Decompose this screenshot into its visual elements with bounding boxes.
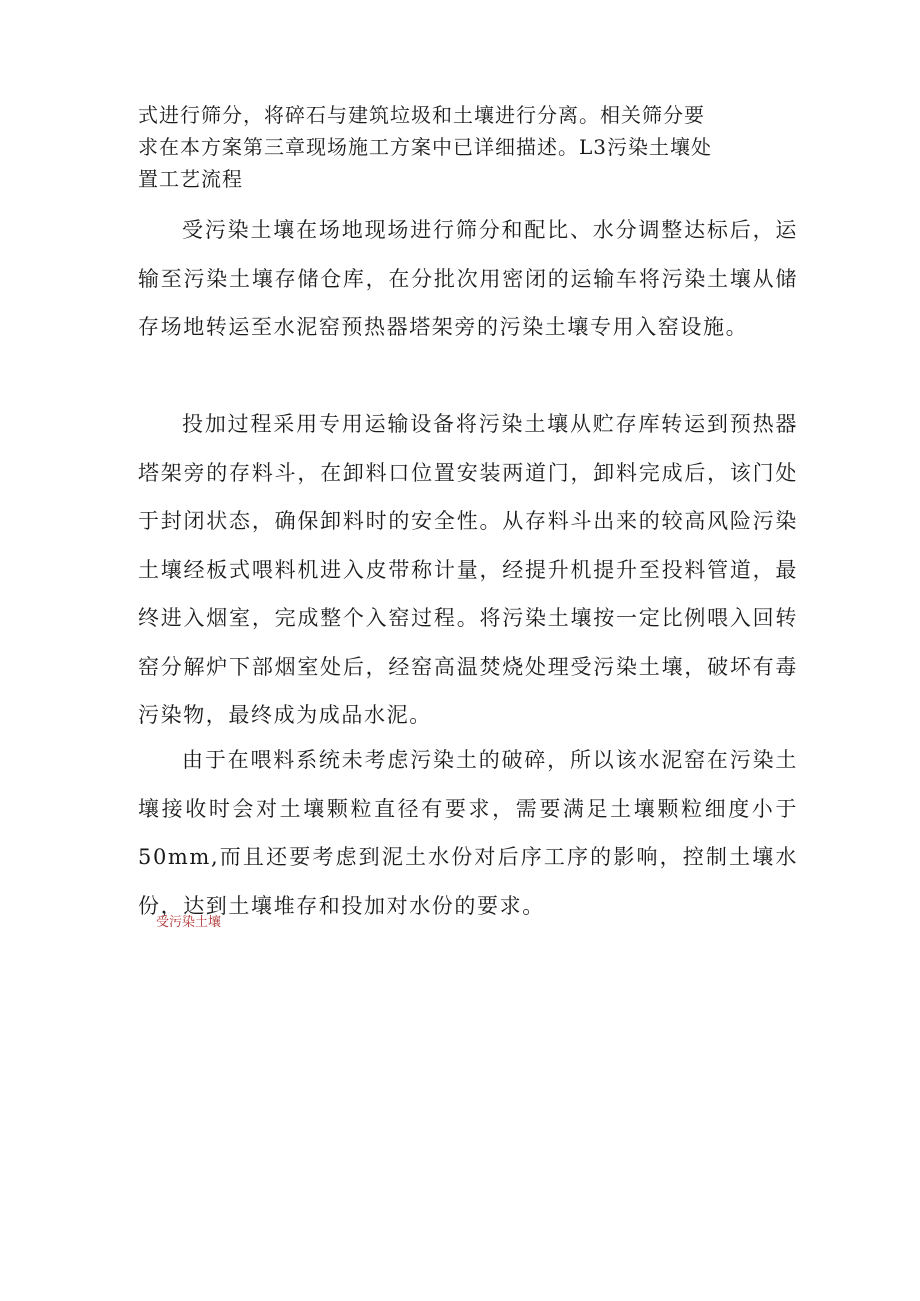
intro-line-2: 求在本方案第三章现场施工方案中已详细描述。L3污染土壤处 [138,135,713,159]
paragraph-particle-requirements: 由于在喂料系统未考虑污染土的破碎，所以该水泥窑在污染土壤接收时会对土壤颗粒直径有要求，需要满足土壤颗粒细度小于50mm,而且还要考虑到泥土水份对后序工序的影响，控制土壤水份，达到土壤堆存和投加对水份的要求。 [138,748,798,918]
intro-line-1: 式进行筛分，将碎石与建筑垃圾和土壤进行分离。相关筛分要 [138,103,705,127]
paragraph-feeding-process: 投加过程采用专用运输设备将污染土壤从贮存库转运到预热器塔架旁的存料斗，在卸料口位置安装两道门，卸料完成后，该门处于封闭状态，确保卸料时的安全性。从存料斗出来的较高风险污染土壤经板式喂料机进入皮带称计量，经提升机提升至投料管道，最终进入烟室，完成整个入窑过程。将污染土壤按一定比例喂入回转窑分解炉下部烟室处后，经窑高温焚烧处理受污染土壤，破坏有毒污染物，最终成为成品水泥。 [138,412,798,727]
figure-caption: 受污染土壤 [156,915,222,930]
paragraph-transport: 受污染土壤在场地现场进行筛分和配比、水分调整达标后，运输至污染土壤存储仓库，在分批次用密闭的运输车将污染土壤从储存场地转运至水泥窑预热器塔架旁的污染土壤专用入窑设施。 [138,218,798,339]
intro-line-3: 置工艺流程 [138,167,243,191]
